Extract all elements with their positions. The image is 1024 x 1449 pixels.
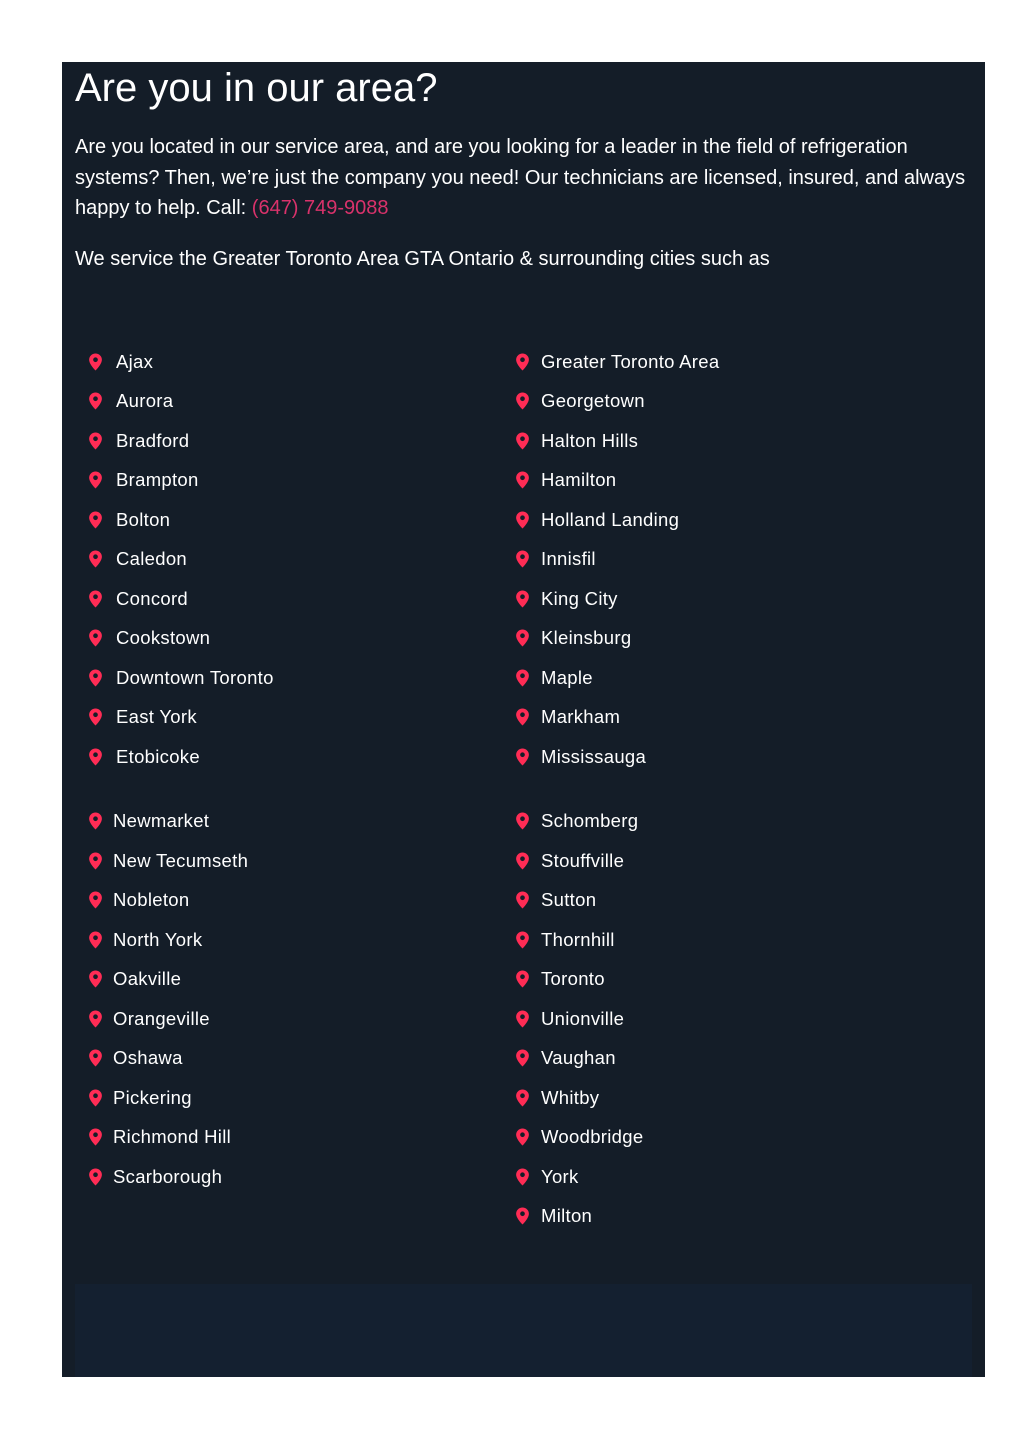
city-item	[516, 960, 643, 1000]
city-name: Newmarket	[113, 810, 210, 832]
map-marker-icon	[89, 1050, 102, 1067]
city-name: Bolton	[116, 508, 171, 530]
map-marker-icon	[89, 432, 102, 449]
map-marker-icon	[516, 393, 529, 410]
city-item	[516, 920, 643, 960]
city-item	[89, 698, 274, 738]
city-name: Schomberg	[541, 810, 639, 832]
map-marker-icon	[516, 1168, 529, 1185]
map-marker-icon	[89, 892, 102, 909]
city-item	[89, 1157, 248, 1197]
city-name: Sutton	[541, 889, 597, 911]
city-item	[89, 579, 274, 619]
map-marker-icon	[516, 931, 529, 948]
city-name: Downtown Toronto	[116, 666, 274, 688]
city-list-right-1	[516, 342, 719, 777]
map-marker-icon	[89, 1089, 102, 1106]
city-name: Woodbridge	[541, 1126, 644, 1148]
city-item	[516, 881, 643, 921]
city-name: Nobleton	[113, 889, 190, 911]
city-item	[516, 698, 719, 738]
city-name: New Tecumseth	[113, 849, 249, 871]
city-name: Holland Landing	[541, 508, 680, 530]
map-marker-icon	[516, 669, 529, 686]
map-marker-icon	[516, 590, 529, 607]
map-marker-icon	[516, 1089, 529, 1106]
city-item	[89, 881, 248, 921]
city-item	[516, 1118, 643, 1158]
city-name: Unionville	[541, 1007, 625, 1029]
city-name: Thornhill	[541, 928, 615, 950]
city-item	[89, 999, 248, 1039]
city-item	[516, 999, 643, 1039]
city-item	[89, 500, 274, 540]
city-name: Concord	[116, 587, 189, 609]
city-item	[516, 579, 719, 619]
intro-text: Are you located in our service area, and are you looking for a leader in the field of refrigeration systems? Then, we’re just the company you need! Our technicians are licensed, insured, and always happy to help. Call:	[75, 136, 966, 219]
city-name: Bradford	[116, 429, 190, 451]
city-item	[516, 1157, 643, 1197]
city-name: Brampton	[116, 469, 199, 491]
city-name: Vaughan	[541, 1047, 616, 1069]
city-item	[89, 619, 274, 659]
city-item	[516, 841, 643, 881]
map-marker-icon	[516, 432, 529, 449]
city-name: Oakville	[113, 968, 182, 990]
city-name: Cookstown	[116, 627, 211, 649]
city-item	[516, 1078, 643, 1118]
footer-box	[75, 1284, 972, 1377]
map-marker-icon	[516, 852, 529, 869]
city-item	[89, 920, 248, 960]
map-marker-icon	[89, 551, 102, 568]
map-marker-icon	[89, 1010, 102, 1027]
city-item	[89, 540, 274, 580]
map-marker-icon	[89, 1168, 102, 1185]
map-marker-icon	[516, 511, 529, 528]
city-name: Pickering	[113, 1086, 192, 1108]
map-marker-icon	[89, 353, 102, 370]
map-marker-icon	[516, 813, 529, 830]
city-name: York	[541, 1165, 579, 1187]
map-marker-icon	[516, 1208, 529, 1225]
city-name: Stouffville	[541, 849, 625, 871]
city-name: Halton Hills	[541, 429, 639, 451]
service-area-section	[62, 62, 985, 1377]
city-item	[89, 1078, 248, 1118]
city-name: North York	[113, 928, 203, 950]
city-name: East York	[116, 706, 197, 728]
map-marker-icon	[89, 590, 102, 607]
page-title: Are you in our area?	[75, 66, 438, 110]
city-item	[516, 461, 719, 501]
city-item	[516, 500, 719, 540]
city-item	[89, 382, 274, 422]
city-item	[516, 1039, 643, 1079]
map-marker-icon	[516, 1129, 529, 1146]
city-name: King City	[541, 587, 618, 609]
map-marker-icon	[516, 551, 529, 568]
map-marker-icon	[516, 353, 529, 370]
map-marker-icon	[516, 971, 529, 988]
city-name: Ajax	[116, 350, 154, 372]
city-name: Aurora	[116, 390, 174, 412]
city-name: Markham	[541, 706, 621, 728]
city-name: Maple	[541, 666, 593, 688]
map-marker-icon	[89, 472, 102, 489]
map-marker-icon	[516, 748, 529, 765]
city-item	[89, 1118, 248, 1158]
map-marker-icon	[516, 1010, 529, 1027]
city-item	[516, 540, 719, 580]
city-name: Kleinsburg	[541, 627, 632, 649]
city-name: Georgetown	[541, 390, 645, 412]
city-item	[516, 802, 643, 842]
city-name: Milton	[541, 1205, 593, 1227]
city-name: Toronto	[541, 968, 605, 990]
city-item	[516, 382, 719, 422]
map-marker-icon	[89, 1129, 102, 1146]
city-item	[89, 461, 274, 501]
city-item	[516, 421, 719, 461]
city-item	[516, 658, 719, 698]
city-item	[89, 802, 248, 842]
map-marker-icon	[516, 709, 529, 726]
phone-link[interactable]: (647) 749-9088	[251, 197, 389, 219]
city-item	[516, 342, 719, 382]
map-marker-icon	[89, 709, 102, 726]
map-marker-icon	[89, 971, 102, 988]
city-item	[89, 841, 248, 881]
map-marker-icon	[89, 813, 102, 830]
city-item	[89, 342, 274, 382]
city-item	[516, 1197, 643, 1237]
map-marker-icon	[89, 852, 102, 869]
map-marker-icon	[89, 630, 102, 647]
city-name: Mississauga	[541, 745, 647, 767]
city-item	[89, 421, 274, 461]
city-item	[516, 619, 719, 659]
city-list-left-1	[89, 342, 274, 777]
map-marker-icon	[516, 1050, 529, 1067]
map-marker-icon	[89, 748, 102, 765]
city-name: Richmond Hill	[113, 1126, 232, 1148]
map-marker-icon	[89, 669, 102, 686]
city-name: Greater Toronto Area	[541, 350, 720, 372]
city-item	[516, 737, 719, 777]
city-name: Scarborough	[113, 1165, 223, 1187]
city-item	[89, 658, 274, 698]
map-marker-icon	[89, 511, 102, 528]
map-marker-icon	[89, 393, 102, 410]
map-marker-icon	[89, 931, 102, 948]
map-marker-icon	[516, 472, 529, 489]
city-name: Oshawa	[113, 1047, 183, 1069]
city-name: Orangeville	[113, 1007, 210, 1029]
city-name: Whitby	[541, 1086, 600, 1108]
city-name: Etobicoke	[116, 745, 200, 767]
city-list-right-2	[516, 802, 643, 1237]
map-marker-icon	[516, 630, 529, 647]
city-name: Caledon	[116, 548, 188, 570]
city-name: Hamilton	[541, 469, 617, 491]
city-name: Innisfil	[541, 548, 596, 570]
map-marker-icon	[516, 892, 529, 909]
city-item	[89, 1039, 248, 1079]
city-list-left-2	[89, 802, 248, 1197]
service-area-text: We service the Greater Toronto Area GTA Ontario & surrounding cities such as	[75, 248, 770, 270]
city-item	[89, 960, 248, 1000]
intro-paragraph	[75, 132, 975, 224]
city-item	[89, 737, 274, 777]
